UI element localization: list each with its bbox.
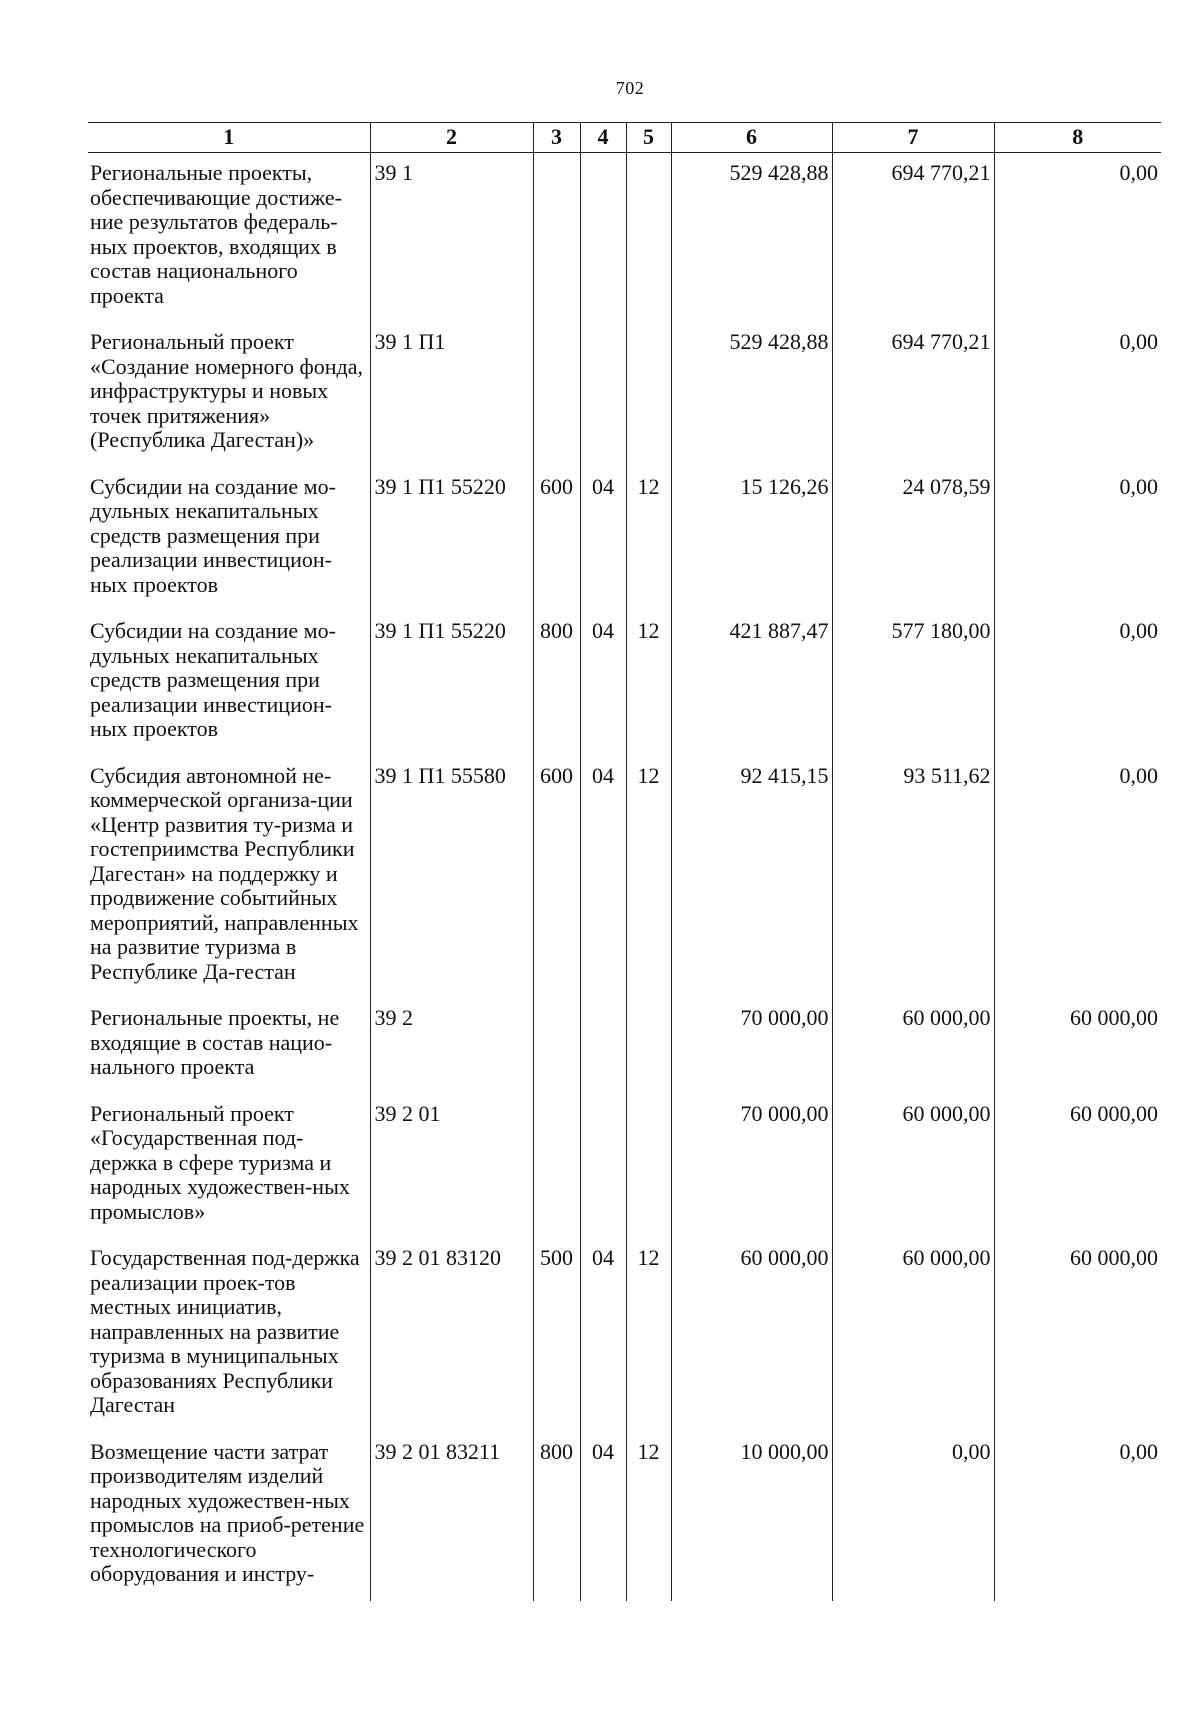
row-code: 39 1 П1 55220 [370,611,533,756]
row-value-8: 0,00 [994,1432,1161,1601]
row-name: Государственная под-держка реализации проек-тов местных инициатив, направленных на развитие туризма в муниципальных образованиях Республики Дагестан [88,1238,370,1432]
row-value-6: 10 000,00 [671,1432,832,1601]
row-col3: 600 [533,467,580,612]
row-name: Региональные проекты, не входящие в состав нацио-нального проекта [88,998,370,1094]
row-col5 [626,998,671,1094]
row-name: Региональные проекты, обеспечивающие достиже-ние результатов федераль-ных проектов, входящих в состав национального проекта [88,153,370,323]
row-value-8: 0,00 [994,611,1161,756]
table-row [88,1238,1161,1432]
row-name: Субсидии на создание мо-дульных некапитальных средств размещения при реализации инвестицион-ных проектов [88,611,370,756]
row-value-6: 529 428,88 [671,153,832,323]
row-value-8: 0,00 [994,153,1161,323]
row-col5: 12 [626,1432,671,1601]
row-value-6: 15 126,26 [671,467,832,612]
row-col5 [626,1094,671,1239]
row-value-6: 70 000,00 [671,998,832,1094]
row-value-6: 92 415,15 [671,756,832,999]
row-code: 39 2 01 [370,1094,533,1239]
table-header-row [88,123,1161,153]
table-row [88,153,1161,323]
row-value-7: 60 000,00 [832,1094,994,1239]
table-row [88,756,1161,999]
table-row [88,1432,1161,1601]
row-col3: 500 [533,1238,580,1432]
row-value-7: 0,00 [832,1432,994,1601]
table-row [88,998,1161,1094]
row-value-7: 694 770,21 [832,322,994,467]
row-value-8: 0,00 [994,756,1161,999]
row-value-7: 24 078,59 [832,467,994,612]
row-code: 39 1 [370,153,533,323]
row-value-6: 421 887,47 [671,611,832,756]
row-col3 [533,1094,580,1239]
row-code: 39 2 01 83120 [370,1238,533,1432]
row-value-8: 0,00 [994,322,1161,467]
row-col5: 12 [626,756,671,999]
row-col3: 800 [533,1432,580,1601]
row-value-7: 60 000,00 [832,1238,994,1432]
row-col4: 04 [580,756,626,999]
row-value-7: 93 511,62 [832,756,994,999]
row-value-8: 60 000,00 [994,1094,1161,1239]
row-col3 [533,998,580,1094]
row-col4: 04 [580,611,626,756]
column-header: 3 [533,123,580,153]
column-header: 7 [832,123,994,153]
row-col5: 12 [626,467,671,612]
row-value-8: 0,00 [994,467,1161,612]
row-code: 39 1 П1 [370,322,533,467]
row-name: Возмещение части затрат производителям изделий народных художествен-ных промыслов на приоб-ретение технологического оборудования и инстру- [88,1432,370,1601]
row-col4: 04 [580,1432,626,1601]
row-value-6: 70 000,00 [671,1094,832,1239]
column-header: 1 [88,123,370,153]
row-col3: 800 [533,611,580,756]
table-row [88,322,1161,467]
row-code: 39 2 [370,998,533,1094]
row-value-7: 694 770,21 [832,153,994,323]
row-col4 [580,322,626,467]
table-row [88,611,1161,756]
row-col5: 12 [626,611,671,756]
page-number: 702 [615,78,645,98]
row-value-8: 60 000,00 [994,998,1161,1094]
row-name: Субсидия автономной не-коммерческой организа-ции «Центр развития ту-ризма и гостеприимства Республики Дагестан» на поддержку и продвижение событийных мероприятий, направленных на развитие туризма в Республике Да-гестан [88,756,370,999]
row-col5: 12 [626,1238,671,1432]
row-value-8: 60 000,00 [994,1238,1161,1432]
table-row [88,1094,1161,1239]
row-value-6: 60 000,00 [671,1238,832,1432]
row-col4 [580,1094,626,1239]
row-code: 39 1 П1 55580 [370,756,533,999]
table-row [88,467,1161,612]
column-header: 5 [626,123,671,153]
column-header: 2 [370,123,533,153]
row-col5 [626,153,671,323]
row-code: 39 1 П1 55220 [370,467,533,612]
row-col3: 600 [533,756,580,999]
column-header: 4 [580,123,626,153]
row-col4 [580,153,626,323]
column-header: 6 [671,123,832,153]
row-value-6: 529 428,88 [671,322,832,467]
row-col4: 04 [580,1238,626,1432]
budget-table [88,122,1161,1601]
row-name: Региональный проект «Государственная под-держка в сфере туризма и народных художествен-ных промыслов» [88,1094,370,1239]
row-name: Субсидии на создание мо-дульных некапитальных средств размещения при реализации инвестицион-ных проектов [88,467,370,612]
row-col3 [533,153,580,323]
row-col4: 04 [580,467,626,612]
row-code: 39 2 01 83211 [370,1432,533,1601]
row-name: Региональный проект «Создание номерного фонда, инфраструктуры и новых точек притяжения» (Республика Дагестан)» [88,322,370,467]
row-col5 [626,322,671,467]
row-value-7: 577 180,00 [832,611,994,756]
column-header: 8 [994,123,1161,153]
row-value-7: 60 000,00 [832,998,994,1094]
row-col3 [533,322,580,467]
row-col4 [580,998,626,1094]
